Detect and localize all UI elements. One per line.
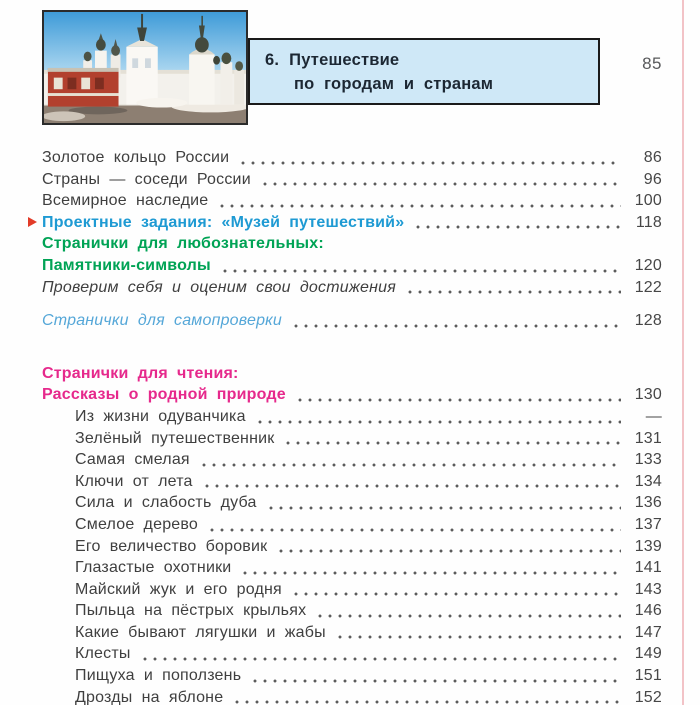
toc-page-number: 131 — [634, 429, 662, 447]
toc-entry-label: Страны — соседи России — [42, 170, 251, 188]
toc-row — [42, 363, 662, 385]
toc-entry-label: Проектные задания: «Музей путешествий» — [42, 213, 405, 231]
toc-row — [42, 384, 662, 406]
toc-page-number: 100 — [634, 192, 662, 210]
toc-page-number: 128 — [634, 312, 662, 330]
toc-entry-label: Памятники-символы — [42, 256, 211, 274]
toc-page-number: 96 — [643, 170, 662, 188]
toc-entry-label: Глазастые охотники — [75, 559, 232, 577]
dot-leader — [260, 182, 621, 186]
toc-row — [42, 449, 662, 471]
toc-row — [42, 492, 662, 514]
toc-page-number: 152 — [634, 688, 662, 705]
kremlin-photo — [42, 10, 248, 125]
page-edge-line — [682, 0, 684, 705]
toc-entry-label: Его величество боровик — [75, 537, 268, 555]
dot-leader — [295, 398, 621, 402]
toc-row — [42, 406, 662, 428]
corner-page-number: 85 — [642, 54, 662, 73]
toc-row — [42, 600, 662, 622]
dot-leader — [266, 506, 621, 510]
toc-entry-label: Рассказы о родной природе — [42, 386, 286, 404]
chapter-title-box — [248, 38, 600, 105]
toc-row — [42, 212, 662, 234]
dot-leader — [255, 420, 621, 424]
toc-page-number: 139 — [634, 537, 662, 555]
toc-row — [42, 471, 662, 493]
toc-row — [42, 579, 662, 601]
toc-row — [42, 190, 662, 212]
toc-entry-label: Зелёный путешественник — [75, 429, 275, 447]
toc-row — [42, 428, 662, 450]
dot-leader — [207, 528, 621, 532]
table-of-contents — [42, 147, 662, 705]
toc-page-number: 151 — [634, 667, 662, 685]
toc-page-number: 136 — [634, 494, 662, 512]
toc-row — [42, 687, 662, 705]
dot-leader — [220, 269, 621, 273]
dot-leader — [335, 635, 621, 639]
toc-entry-label: Пищуха и поползень — [75, 667, 242, 685]
toc-row — [42, 169, 662, 191]
toc-entry-label: Странички для чтения: — [42, 364, 239, 382]
dot-leader — [232, 700, 621, 704]
dot-leader — [250, 679, 621, 683]
toc-row — [42, 622, 662, 644]
chapter-number: 6. — [265, 50, 280, 69]
dot-leader — [140, 657, 621, 661]
dot-leader — [291, 324, 621, 328]
toc-row — [42, 557, 662, 579]
toc-entry-label: Клесты — [75, 645, 131, 663]
dot-leader — [240, 571, 621, 575]
toc-page-number: 146 — [634, 602, 662, 620]
toc-page-number: 147 — [634, 623, 662, 641]
dot-leader — [202, 484, 621, 488]
chapter-title-line2: по городам и странам — [294, 74, 494, 93]
toc-page-number: 149 — [634, 645, 662, 663]
dot-leader — [413, 225, 621, 229]
toc-row — [42, 665, 662, 687]
toc-entry-label: Смелое дерево — [75, 515, 199, 533]
toc-entry-label: Сила и слабость дуба — [75, 494, 257, 512]
toc-entry-label: Пыльца на пёстрых крыльях — [75, 602, 307, 620]
dot-leader — [238, 161, 621, 165]
toc-row — [42, 233, 662, 255]
toc-entry-label: Из жизни одуванчика — [75, 407, 246, 425]
dot-leader — [291, 592, 621, 596]
kremlin-photo-illustration — [44, 12, 246, 123]
toc-row — [42, 277, 662, 299]
toc-entry-label: Дрозды на яблоне — [75, 688, 224, 705]
toc-page-number: 141 — [634, 559, 662, 577]
chapter-title-text: Путешествие — [289, 50, 400, 69]
toc-entry-label: Золотое кольцо России — [42, 149, 230, 166]
toc-page-number: 143 — [634, 580, 662, 598]
toc-entry-label: Странички для любознательных: — [42, 235, 324, 253]
chapter-title-line1 — [265, 48, 598, 72]
toc-page-number: 120 — [634, 256, 662, 274]
toc-entry-label: Майский жук и его родня — [75, 580, 282, 598]
toc-page-number: 130 — [634, 386, 662, 404]
dot-leader — [405, 290, 621, 294]
toc-entry-label: Проверим себя и оценим свои достижения — [42, 278, 396, 296]
dot-leader — [283, 441, 621, 445]
dot-leader — [315, 614, 621, 618]
toc-entry-label: Всемирное наследие — [42, 192, 209, 210]
toc-page-number: 122 — [634, 278, 662, 296]
toc-row — [42, 643, 662, 665]
toc-entry-label: Странички для самопроверки — [42, 312, 283, 330]
toc-row — [42, 514, 662, 536]
toc-page-number: 134 — [634, 472, 662, 490]
toc-row — [42, 310, 662, 332]
dot-leader — [276, 549, 621, 553]
toc-page-number: 137 — [634, 515, 662, 533]
toc-row — [42, 536, 662, 558]
toc-page-number: 118 — [635, 213, 662, 231]
toc-page-number: 133 — [634, 451, 662, 469]
toc-entry-label: Какие бывают лягушки и жабы — [75, 623, 326, 641]
dot-leader — [217, 204, 621, 208]
toc-page-number: 86 — [643, 149, 662, 166]
toc-row — [42, 255, 662, 277]
dot-leader — [199, 463, 621, 467]
toc-entry-label: Ключи от лета — [75, 472, 193, 490]
toc-entry-label: Самая смелая — [75, 451, 190, 469]
toc-page-number: — — [645, 407, 662, 425]
project-task-marker-icon — [28, 217, 37, 227]
toc-row — [42, 147, 662, 169]
